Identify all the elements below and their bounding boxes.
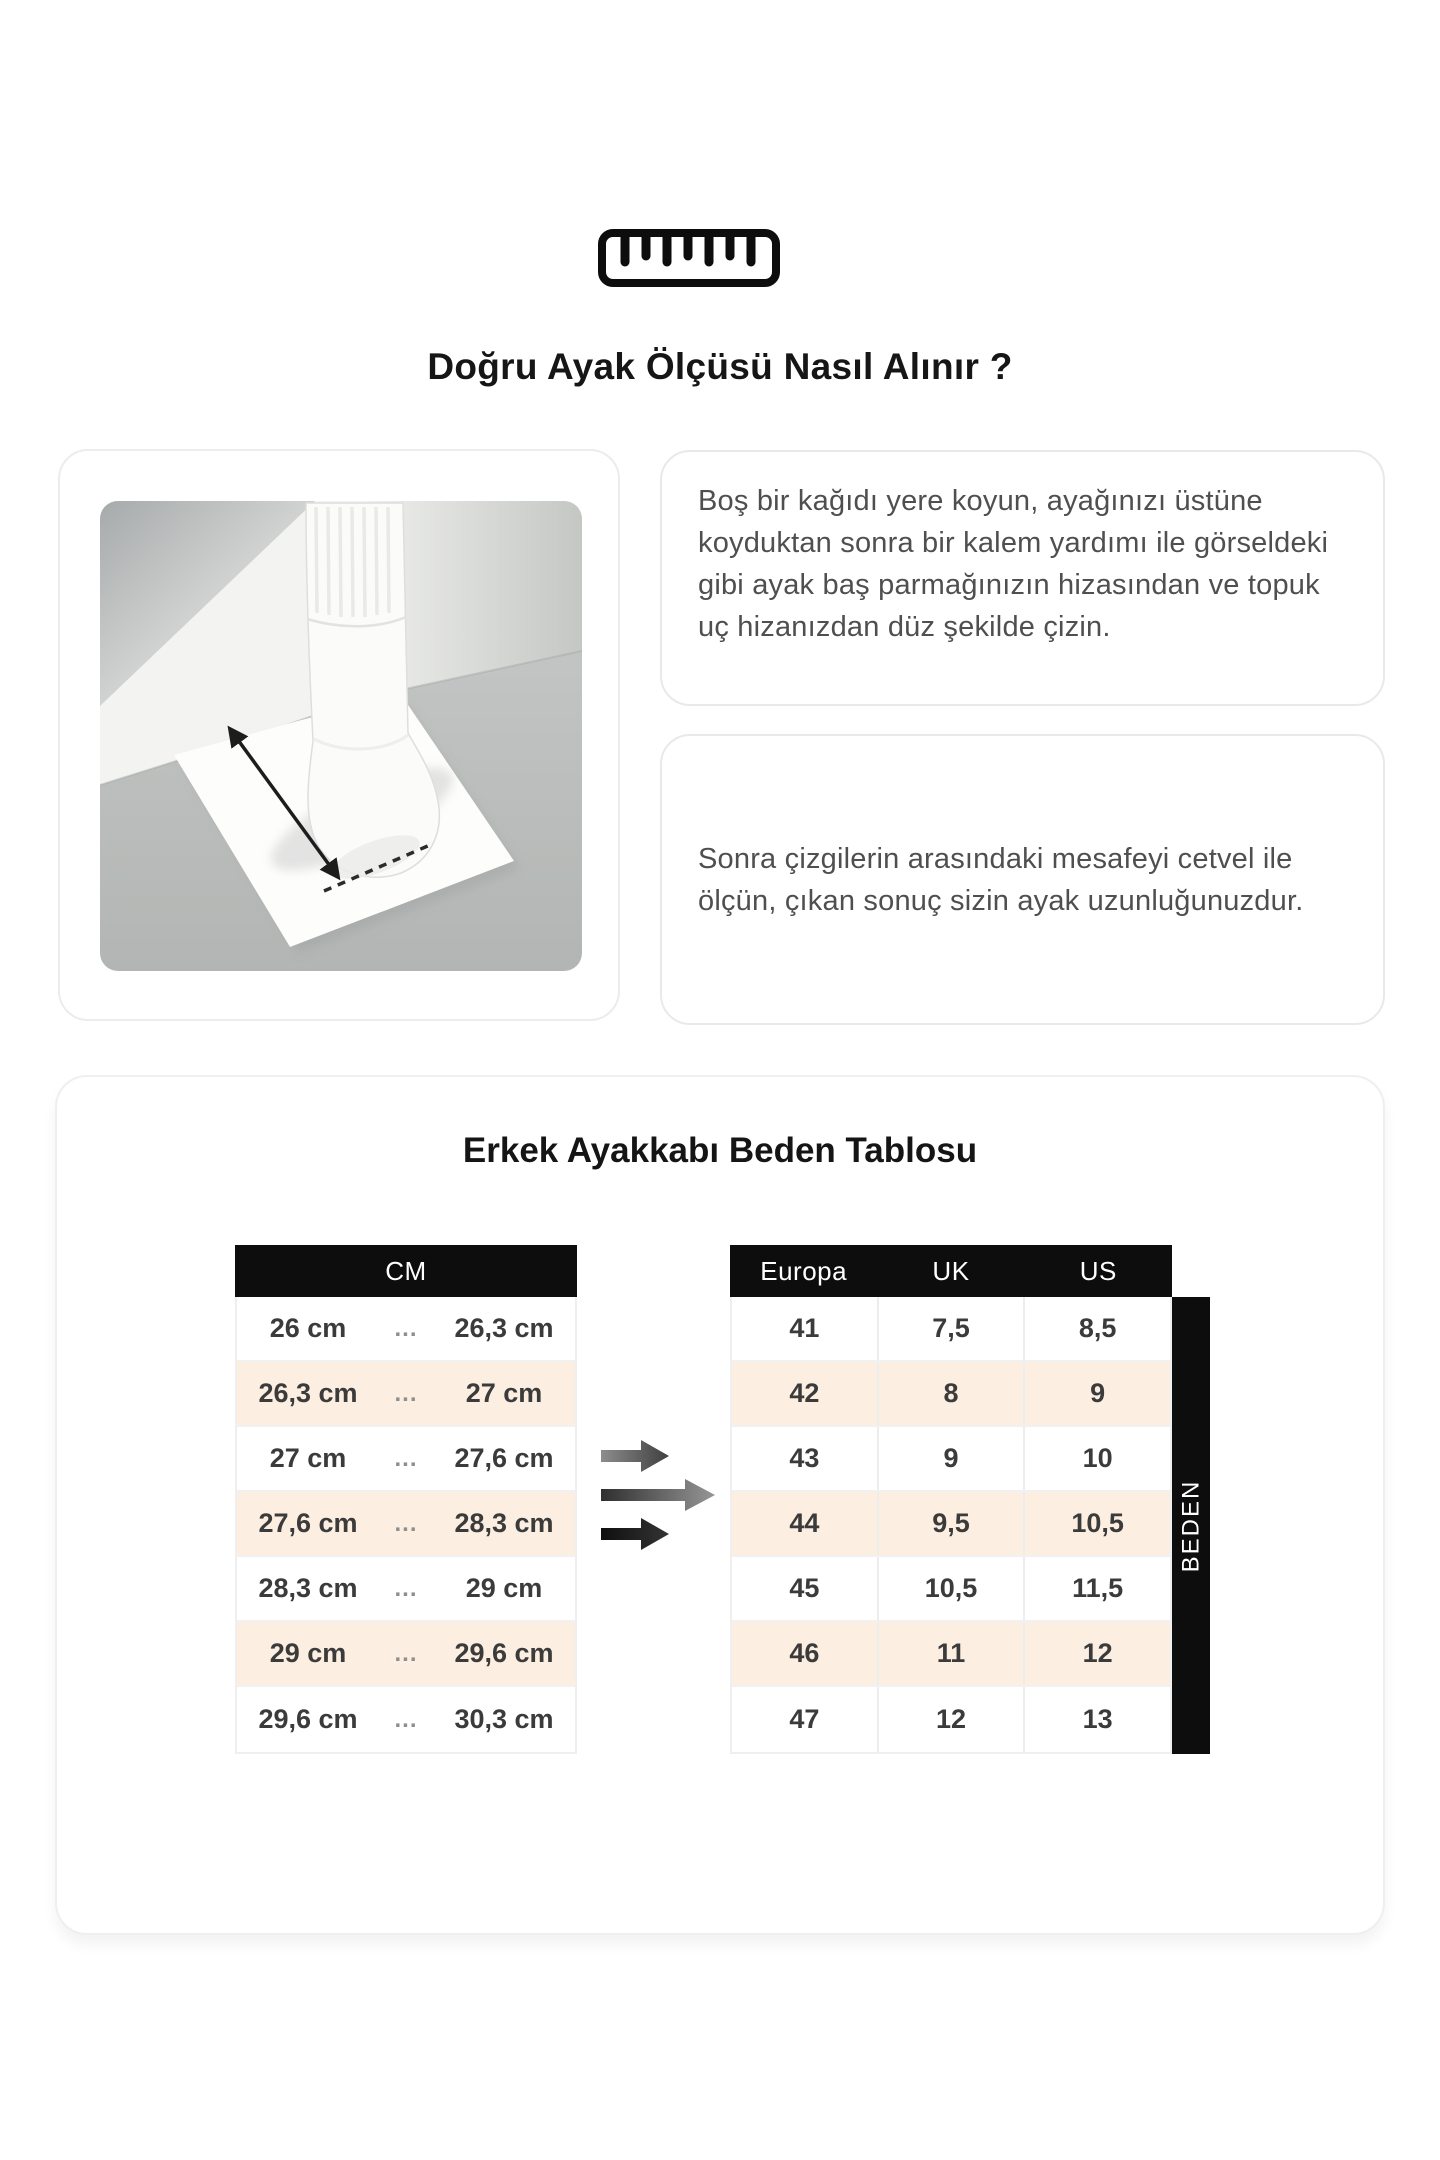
uk-size: 12 [877,1687,1024,1752]
size-chart-card [55,1075,1385,1935]
cm-table [235,1245,577,1754]
beden-side-label-bar [1172,1297,1210,1754]
size-chart-title: Erkek Ayakkabı Beden Tablosu [462,1131,978,1170]
range-separator: ... [394,1705,418,1733]
cm-table-header: CM [235,1245,577,1297]
cm-from: 28,3 cm [258,1573,358,1603]
eu-size: 41 [789,1313,820,1343]
cm-to: 29,6 cm [454,1638,554,1668]
foot-measure-photo [100,501,582,971]
cm-from: 29 cm [269,1638,347,1668]
cm-to: 29 cm [465,1573,543,1603]
cm-to: 27,6 cm [454,1443,554,1473]
cm-from: 26 cm [269,1313,347,1343]
measure-photo-card [58,449,620,1021]
uk-size: 9 [877,1427,1024,1490]
size-table-row [732,1687,1170,1752]
eu-size: 46 [789,1638,820,1668]
range-separator: ... [394,1314,418,1342]
range-separator: ... [394,1379,418,1407]
range-separator: ... [394,1509,418,1537]
us-size: 10 [1023,1427,1170,1490]
eu-size: 47 [789,1704,820,1734]
cm-table-row [237,1427,575,1492]
size-table-row [732,1622,1170,1687]
cm-to: 27 cm [465,1378,543,1408]
eu-size: 45 [789,1573,820,1603]
eu-size: 42 [789,1378,820,1408]
us-size: 10,5 [1023,1492,1170,1555]
instruction-step-1-text: Boş bir kağıdı yere koyun, ayağınızı üstüne koyduktan sonra bir kalem yardımı ile görseldeki gibi ayak baş parmağınızın hizasından ve topuk uç hizanızdan düz şekilde çizin. [698,485,1329,643]
instruction-step-2 [660,734,1385,1025]
eu-size: 44 [789,1508,820,1538]
cm-table-row [237,1687,575,1752]
size-table-row [732,1427,1170,1492]
cm-to: 26,3 cm [454,1313,554,1343]
us-size: 11,5 [1023,1557,1170,1620]
cm-from: 26,3 cm [258,1378,358,1408]
uk-size: 7,5 [877,1297,1024,1360]
cm-table-row [237,1557,575,1622]
us-size: 13 [1023,1687,1170,1752]
cm-from: 27,6 cm [258,1508,358,1538]
cm-to: 30,3 cm [454,1704,554,1734]
uk-size: 8 [877,1362,1024,1425]
header-uk: UK [932,1255,970,1286]
size-conversion-table [730,1245,1172,1754]
uk-size: 9,5 [877,1492,1024,1555]
instruction-step-1 [660,450,1385,706]
size-table-row [732,1557,1170,1622]
cm-to: 28,3 cm [454,1508,554,1538]
range-separator: ... [394,1639,418,1667]
size-table-row [732,1297,1170,1362]
uk-size: 11 [877,1622,1024,1685]
cm-table-row [237,1297,575,1362]
header-us: US [1079,1255,1117,1286]
ruler-icon [598,228,780,288]
instruction-step-2-text: Sonra çizgilerin arasındaki mesafeyi cetvel ile ölçün, çıkan sonuç sizin ayak uzunluğunuzdur. [698,842,1304,917]
beden-label: BEDEN [1177,1479,1204,1572]
size-table-row [732,1362,1170,1427]
cm-table-row [237,1362,575,1427]
cm-from: 27 cm [269,1443,347,1473]
range-separator: ... [394,1444,418,1472]
convert-arrows-icon [597,1435,717,1551]
size-table-row [732,1492,1170,1557]
size-table-header-row [730,1245,1172,1297]
uk-size: 10,5 [877,1557,1024,1620]
us-size: 9 [1023,1362,1170,1425]
header-europa: Europa [760,1255,848,1286]
range-separator: ... [394,1574,418,1602]
cm-table-row [237,1492,575,1557]
page-title: Doğru Ayak Ölçüsü Nasıl Alınır ? [427,346,1013,387]
cm-table-row [237,1622,575,1687]
us-size: 8,5 [1023,1297,1170,1360]
cm-from: 29,6 cm [258,1704,358,1734]
us-size: 12 [1023,1622,1170,1685]
eu-size: 43 [789,1443,820,1473]
